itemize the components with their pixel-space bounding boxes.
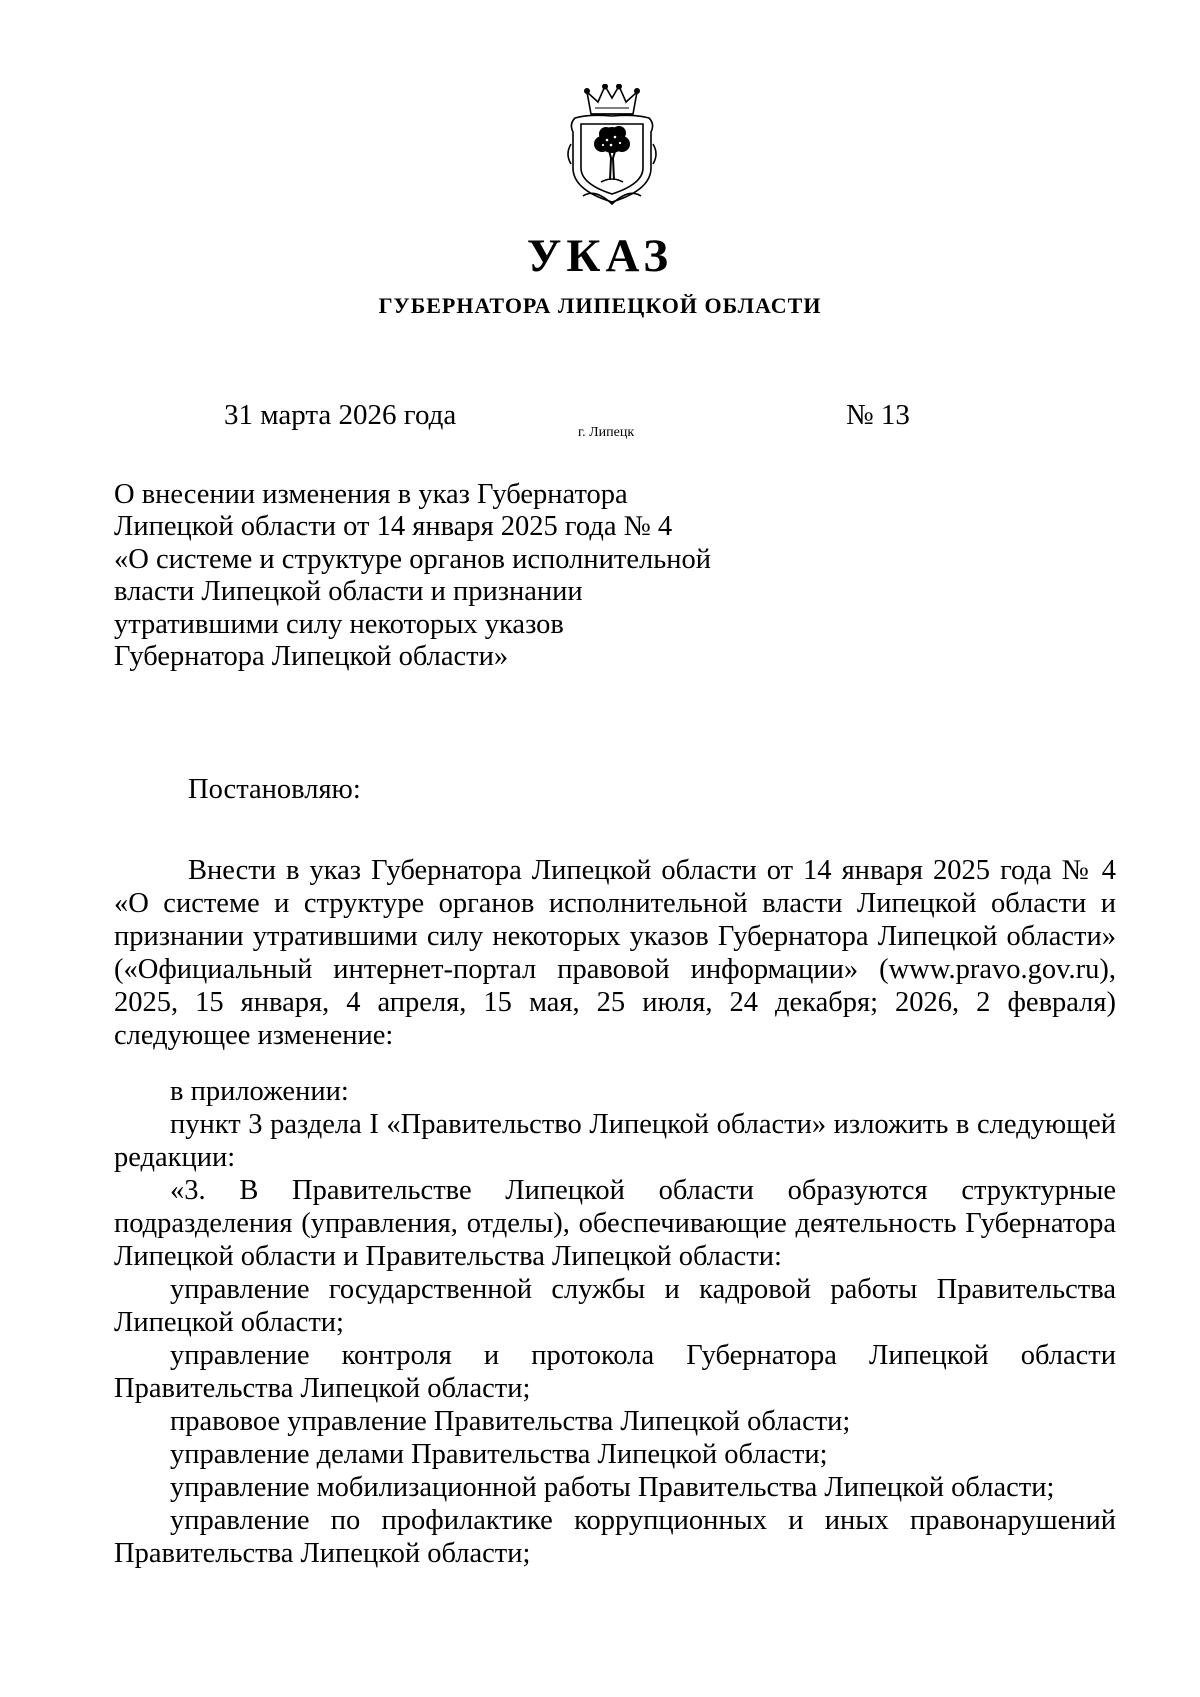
decree-word: Постановляю: (188, 774, 361, 805)
coat-of-arms-emblem (565, 84, 659, 208)
subject-line: власти Липецкой области и признании (114, 576, 583, 608)
document-date: 31 марта 2026 года (224, 399, 457, 431)
body-line: управление мобилизационной работы Правительства Липецкой области; (170, 1472, 1055, 1503)
body-line: Внести в указ Губернатора Липецкой области от 14 января 2025 года № 4 (188, 855, 1116, 886)
document-subject (114, 479, 754, 673)
body-line: управление делами Правительства Липецкой области; (170, 1439, 828, 1470)
body-line: редакции: (114, 1142, 236, 1173)
body-line: управление контроля и протокола Губернатора Липецкой области (170, 1340, 1116, 1371)
subject-line: утратившими силу некоторых указов (114, 608, 564, 640)
body-line: Правительства Липецкой области; (114, 1538, 531, 1569)
body-line: в приложении: (170, 1076, 349, 1107)
body-line: подразделения (управления, отделы), обеспечивающие деятельность Губернатора (114, 1208, 1116, 1239)
body-line: управление государственной службы и кадровой работы Правительства (170, 1274, 1116, 1305)
body-line: пункт 3 раздела I «Правительство Липецкой области» изложить в следующей (170, 1109, 1116, 1140)
document-city: г. Липецк (578, 425, 635, 440)
body-line: следующее изменение: (114, 1020, 394, 1051)
body-line: Правительства Липецкой области; (114, 1373, 531, 1404)
subject-line: Губернатора Липецкой области» (114, 641, 509, 673)
body-line: Липецкой области; (114, 1307, 344, 1338)
document-title: УКАЗ (526, 230, 674, 282)
body-line: Липецкой области и Правительства Липецкой области: (114, 1241, 782, 1272)
document-issuer: ГУБЕРНАТОРА ЛИПЕЦКОЙ ОБЛАСТИ (378, 293, 822, 318)
body-line: 2025, 15 января, 4 апреля, 15 мая, 25 июля, 24 декабря; 2026, 2 февраля) (114, 987, 1116, 1018)
subject-line: Липецкой области от 14 января 2025 года № 4 (114, 511, 673, 543)
body-line: правовое управление Правительства Липецкой области; (170, 1406, 851, 1437)
body-line: признании утратившими силу некоторых указов Губернатора Липецкой области» (114, 921, 1116, 952)
body-line: «3. В Правительстве Липецкой области образуются структурные (170, 1175, 1116, 1206)
document-number: № 13 (846, 399, 910, 431)
subject-line: «О системе и структуре органов исполнительной (114, 543, 711, 575)
body-line: «О системе и структуре органов исполнительной власти Липецкой области и (114, 888, 1116, 919)
subject-line: О внесении изменения в указ Губернатора (114, 479, 628, 510)
body-line: управление по профилактике коррупционных и иных правонарушений (170, 1505, 1116, 1536)
body-line: («Официальный интернет-портал правовой информации» (www.pravo.gov.ru), (114, 954, 1116, 985)
